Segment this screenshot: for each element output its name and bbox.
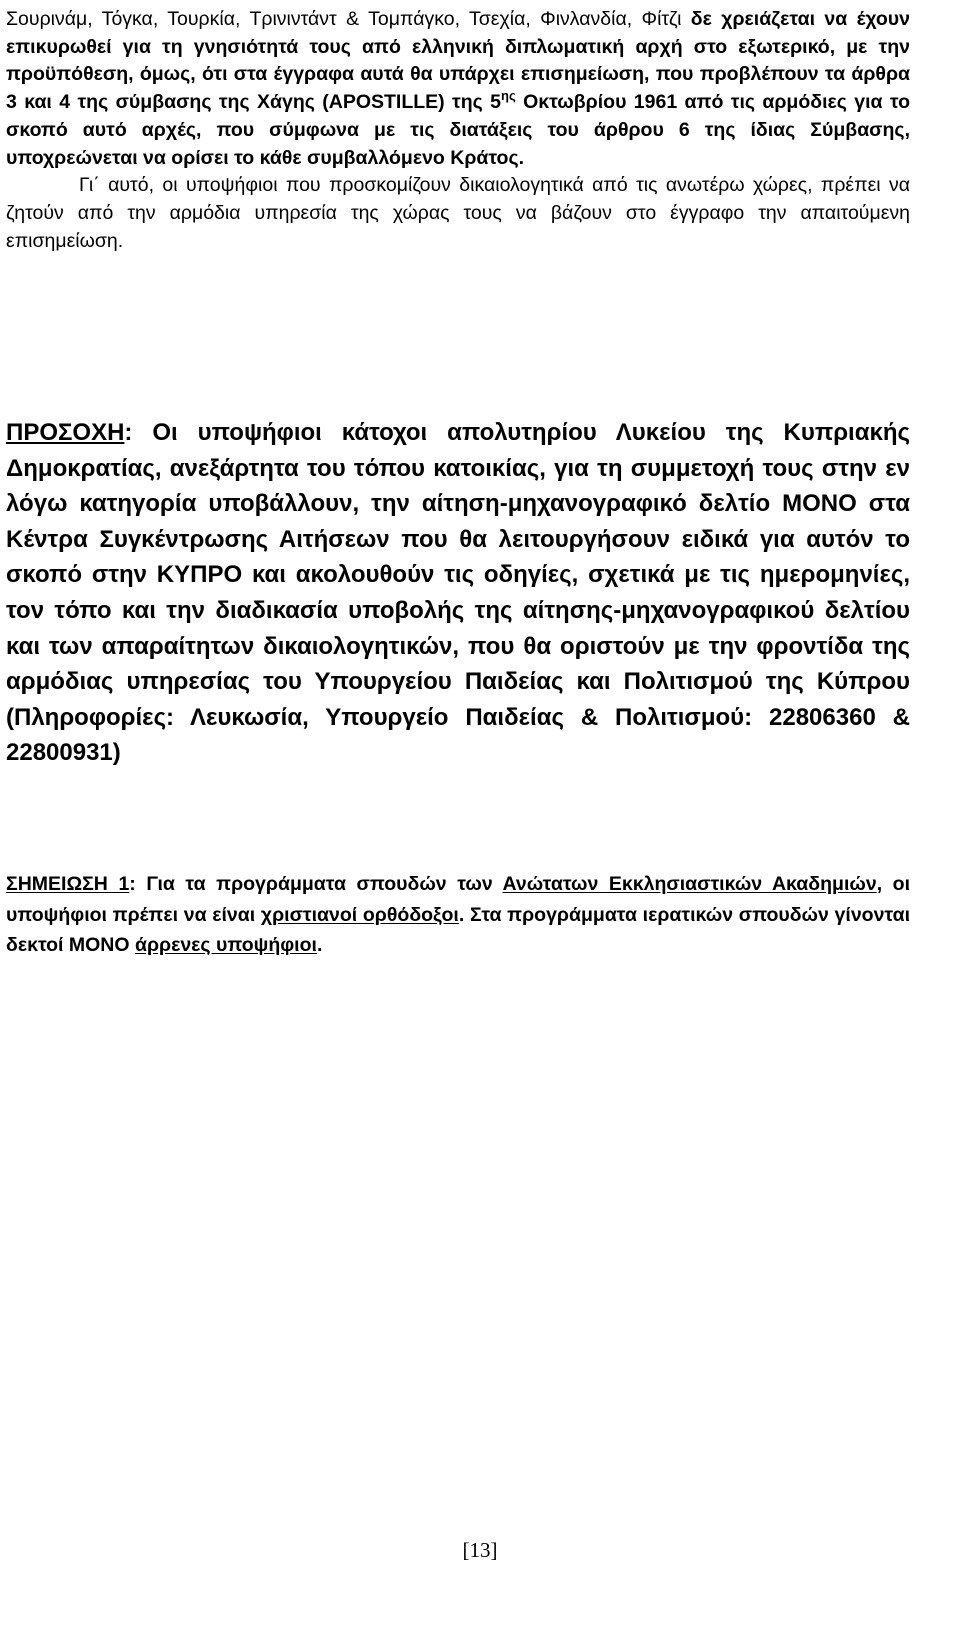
paragraph-countries-bold: δε χρειάζεται να έχουν επικυρωθεί για τη γνησιότητά τους από ελληνική διπλωματική αρχή στο εξωτερικό, με την προϋπόθεση, όμως, ότι στα έγγραφα αυτά θα υπάρχει επισημείωση, που προβλέπουν τα άρθρα 3 και 4 της σύμβασης της Χάγης (APOSTILLE) της 5 — [6, 8, 910, 114]
note-1-text-d: . — [316, 934, 323, 956]
attention-text: Οι υποψήφιοι κάτοχοι απολυτηρίου Λυκείου της Κυπριακής Δημοκρατίας, ανεξάρτητα του τόπου κατοικίας, για τη συμμετοχή τους στην εν λόγω κατηγορία υποβάλλουν, την αίτηση-μηχανογραφικό δελτίο ΜΟΝΟ στα Κέντρα Συγκέντρωσης Αιτήσεων που θα λειτουργήσουν ειδικά για αυτόν το σκοπό στην ΚΥΠΡΟ και ακολουθούν τις οδηγίες, σχετικά με τις ημερομηνίες, τον τόπο και την διαδικασία υποβολής της αίτησης-μηχανογραφικού δελτίου και των απαραίτητων δικαιολογητικών, που θα οριστούν με την φροντίδα της αρμόδιας υπηρεσίας του Υπουργείου Παιδείας και Πολιτισμού της Κύπρου (Πληροφορίες: Λευκωσία, Υπουργείο Παιδείας & Πολιτισμού: 22806360 & 22800931) — [6, 419, 910, 767]
paragraph-candidates: Γι΄ αυτό, οι υποψήφιοι που προσκομίζουν δικαιολογητικά από τις ανωτέρω χώρες, πρέπει να ζητούν από την αρμόδια υπηρεσία της χώρας τους να βάζουν στο έγγραφο την απαιτούμενη επισημείωση. — [6, 174, 910, 252]
attention-label: ΠΡΟΣΟΧΗ — [6, 419, 125, 446]
note-1-text-a: Για τα προγράμματα σπουδών των — [135, 873, 503, 895]
paragraph-countries-bold-end: Οκτωβρίου 1961 από τις αρμόδιες για το σκοπό αυτό αρχές, που σύμφωνα με τις διατάξεις του άρθρου 6 της ίδιας Σύμβασης, υποχρεώνεται να ορίσει το κάθε συμβαλλόμενο Κράτος. — [6, 91, 910, 169]
note-1-colon: : — [129, 873, 136, 895]
note-1-male-candidates: άρρενες υποψήφιοι — [134, 934, 317, 956]
note-1-text-b: , οι υποψήφιοι πρέπει να είναι — [6, 873, 911, 926]
note-1-label: ΣΗΜΕΙΩΣΗ 1 — [6, 873, 130, 895]
attention-colon: : — [124, 419, 133, 446]
note-1-academies: Ανώτατων Εκκλησιαστικών Ακαδημιών — [502, 873, 877, 895]
attention-paragraph — [6, 415, 910, 771]
paragraph-countries — [6, 0, 910, 172]
ordinal-suffix: ης — [501, 87, 516, 103]
note-1-text-c: . Στα προγράμματα ιερατικών σπουδών γίνονται δεκτοί ΜΟΝΟ — [6, 903, 910, 956]
page-number: [13] — [462, 1538, 498, 1562]
note-1-paragraph — [6, 869, 910, 961]
paragraph-countries-start: Σουρινάμ, Τόγκα, Τουρκία, Τρινιντάντ & Τομπάγκο, Τσεχία, Φινλανδία, Φίτζι — [6, 8, 691, 30]
page-content — [6, 0, 911, 956]
note-1-orthodox: χριστιανοί ορθόδοξοι — [260, 903, 459, 926]
